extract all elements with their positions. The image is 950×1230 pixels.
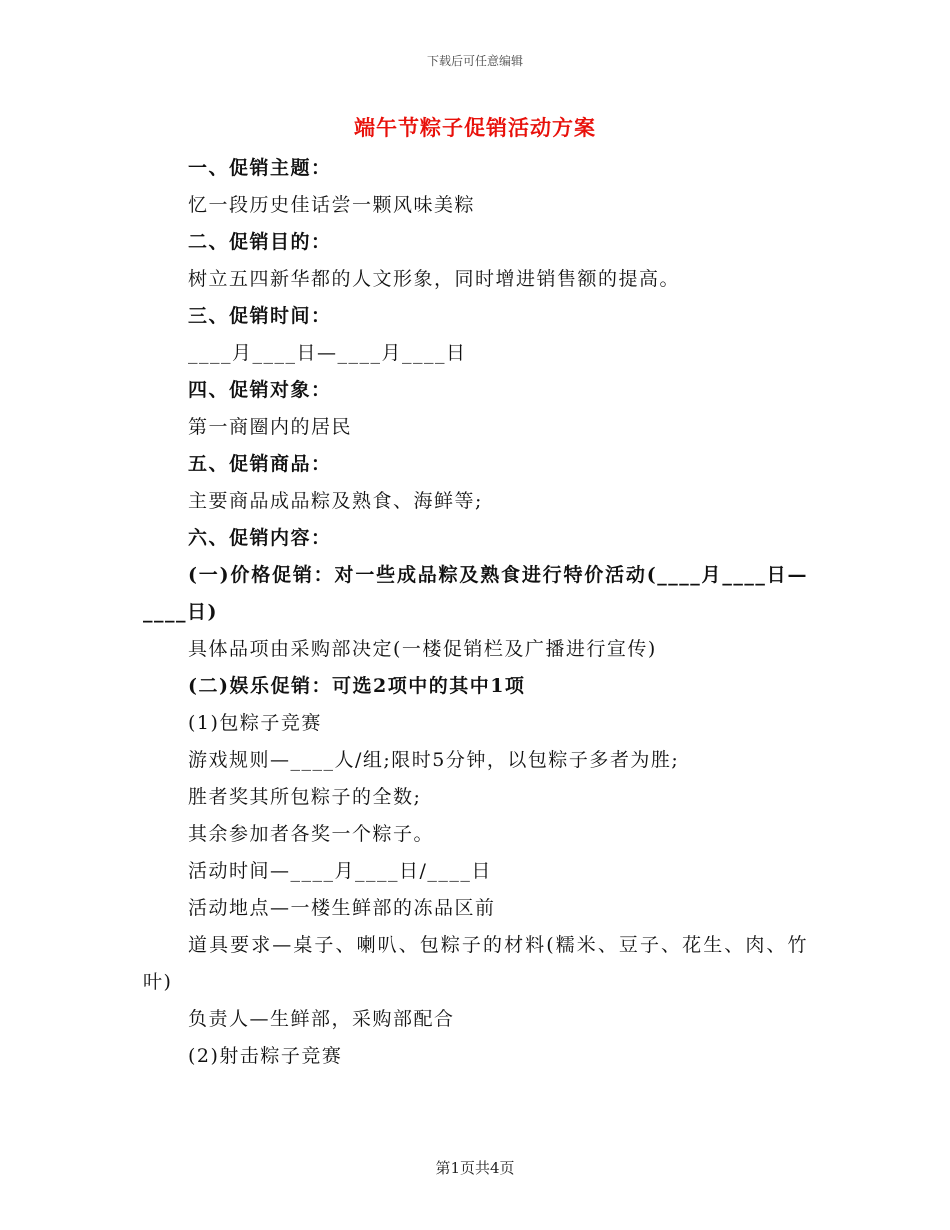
paragraph-activity-time: 活动时间—____月____日/____日 [188,860,492,882]
section-heading-theme: 一、促销主题： [188,157,332,179]
paragraph-game-rules: 游戏规则—____人/组;限时5分钟，以包粽子多者为胜; [188,749,680,771]
paragraph-purpose: 树立五四新华都的人文形象，同时增进销售额的提高。 [188,268,681,290]
paragraph-props: 道具要求—桌子、喇叭、包粽子的材料(糯米、豆子、花生、肉、竹叶) [143,934,808,993]
subheading-price-promotion: (一)价格促销：对一些成品粽及熟食进行特价活动(____月____日—____日) [143,564,808,623]
section-heading-products: 五、促销商品： [188,453,332,475]
page-footer: 第1页共4页 [435,1159,515,1177]
paragraph-responsible: 负责人—生鲜部，采购部配合 [188,1008,455,1030]
section-heading-target: 四、促销对象： [188,379,332,401]
section-heading-purpose: 二、促销目的： [188,231,332,253]
subheading-entertainment-promotion: (二)娱乐促销：可选2项中的其中1项 [188,675,526,697]
section-heading-time: 三、促销时间： [188,305,332,327]
paragraph-time: ____月____日—____月____日 [188,342,467,364]
page-header: 下载后可任意编辑 [426,54,523,68]
paragraph-theme: 忆一段历史佳话尝一颗风味美粽 [188,194,476,216]
document-title: 端午节粽子促销活动方案 [354,115,596,140]
paragraph-activity-location: 活动地点—一楼生鲜部的冻品区前 [188,897,496,919]
paragraph-products: 主要商品成品粽及熟食、海鲜等; [188,490,483,512]
paragraph-target: 第一商圈内的居民 [188,416,353,438]
paragraph-winner-prize: 胜者奖其所包粽子的全数; [188,786,422,808]
section-heading-content: 六、促销内容： [188,527,332,549]
document-body [143,150,808,1075]
item-zongzi-contest: (1)包粽子竞赛 [188,712,322,734]
item-shooting-contest: (2)射击粽子竞赛 [188,1045,343,1067]
paragraph-other-prize: 其余参加者各奖一个粽子。 [188,823,435,845]
paragraph-price-detail: 具体品项由采购部决定(一楼促销栏及广播进行宣传) [188,638,657,660]
